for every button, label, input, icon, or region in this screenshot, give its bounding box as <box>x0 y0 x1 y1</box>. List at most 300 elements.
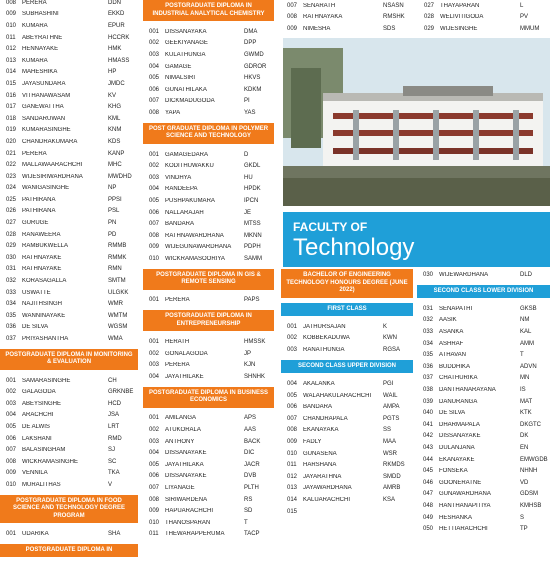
graduate-surname: GUNASENA <box>303 450 337 457</box>
graduate-number: 024 <box>6 185 17 192</box>
graduate-surname: LIYANAGE <box>165 485 195 492</box>
graduate-surname: LAKSHANI <box>22 435 52 442</box>
graduate-initials: HKVS <box>244 75 261 82</box>
graduate-row <box>0 101 138 113</box>
graduate-initials: SDS <box>383 25 396 32</box>
graduate-surname: DE SILVA <box>439 410 466 417</box>
graduate-surname: SENAPATHI <box>439 305 473 312</box>
faculty-name-label: Technology <box>293 234 415 261</box>
graduate-initials: KMHSB <box>520 502 542 509</box>
top-right-lists <box>281 0 550 35</box>
graduate-row <box>281 425 413 437</box>
graduate-number: 004 <box>287 381 298 388</box>
graduate-surname: GALAGODA <box>22 389 56 396</box>
graduate-initials: RS <box>244 496 253 503</box>
graduate-number: 027 <box>6 220 17 227</box>
graduate-number: 010 <box>149 255 160 262</box>
graduate-row <box>143 336 274 348</box>
graduate-row <box>143 184 274 196</box>
graduate-row <box>143 295 274 307</box>
graduate-number: 003 <box>149 438 160 445</box>
graduate-initials: PI <box>244 98 250 105</box>
graduate-surname: GURUGE <box>22 220 49 227</box>
graduate-initials: WAIL <box>383 392 398 399</box>
graduate-number: 043 <box>423 445 434 452</box>
graduate-surname: PERERA <box>165 362 190 369</box>
graduate-initials: GWMD <box>244 51 264 58</box>
graduate-surname: SUBHASHINI <box>22 11 59 18</box>
graduate-initials: HMSSK <box>244 339 266 346</box>
graduate-surname: WIJESIRIWARDHANA <box>22 173 83 180</box>
graduate-number: 005 <box>149 197 160 204</box>
column-3 <box>281 269 413 517</box>
graduate-initials: MN <box>520 375 530 382</box>
graduate-row <box>143 529 274 541</box>
graduate-number: 029 <box>6 243 17 250</box>
graduate-initials: GKDL <box>244 163 261 170</box>
graduate-number: 007 <box>287 415 298 422</box>
graduate-number: 032 <box>423 317 434 324</box>
graduate-surname: GONALAGODA <box>165 350 208 357</box>
graduate-row <box>143 459 274 471</box>
graduate-initials: DLD <box>520 271 533 278</box>
graduate-number: 050 <box>423 526 434 533</box>
graduate-row <box>0 410 138 422</box>
graduate-row <box>281 459 413 471</box>
graduate-initials: PLTH <box>244 485 259 492</box>
section-header-entrepreneurship: POSTGRADUATE DIPLOMA IN ENTREPRENEURSHIP <box>143 310 274 331</box>
graduate-list <box>143 295 274 307</box>
graduate-surname: AASIK <box>439 317 457 324</box>
graduate-surname: RATHNAWARDHANA <box>165 232 224 239</box>
graduate-initials: KDS <box>108 138 121 145</box>
graduate-number: 009 <box>6 470 17 477</box>
graduate-number: 015 <box>6 80 17 87</box>
graduate-surname: WELIVITIGODA <box>440 14 484 21</box>
graduate-surname: HENNAYAKE <box>22 46 59 53</box>
graduate-number: 006 <box>149 86 160 93</box>
graduate-number: 004 <box>149 186 160 193</box>
graduate-row <box>0 229 138 241</box>
graduate-list <box>418 0 550 35</box>
graduate-surname: THEWARAPPERUMA <box>165 531 225 538</box>
graduate-number: 009 <box>149 244 160 251</box>
graduate-number: 011 <box>149 531 159 538</box>
graduate-row <box>0 528 138 540</box>
graduate-surname: JAYASUNDARA <box>22 80 66 87</box>
graduate-initials: TP <box>520 526 528 533</box>
graduate-initials: AAS <box>244 427 257 434</box>
graduate-row <box>0 275 138 287</box>
graduate-surname: JAYARATHNA <box>303 473 342 480</box>
graduate-surname: RATHNAYAKA <box>303 14 343 21</box>
graduate-initials: T <box>244 519 248 526</box>
graduate-surname: DICKMADUGODA <box>165 98 215 105</box>
graduate-number: 040 <box>423 410 434 417</box>
graduate-number: 009 <box>287 439 298 446</box>
graduate-row <box>0 444 138 456</box>
graduate-surname: ARACHCHI <box>22 412 54 419</box>
graduate-initials: V <box>108 481 113 488</box>
graduate-initials: PGI <box>383 381 394 388</box>
graduate-number: 013 <box>6 57 17 64</box>
graduate-number: 004 <box>149 373 160 380</box>
graduate-row <box>418 0 550 12</box>
graduate-surname: HESHANKA <box>439 514 473 521</box>
building-illustration <box>283 38 550 206</box>
graduate-number: 007 <box>149 221 160 228</box>
graduate-initials: RGSA <box>383 346 401 353</box>
graduate-row <box>0 398 138 410</box>
graduate-surname: DISSANAYAKE <box>165 450 207 457</box>
graduate-row <box>417 315 550 327</box>
graduate-initials: MHC <box>108 162 122 169</box>
graduate-initials: KSA <box>383 497 396 504</box>
graduate-surname: KUMARA <box>22 57 48 64</box>
graduate-row <box>0 206 138 218</box>
graduate-row <box>281 471 413 483</box>
graduate-surname: EKANAYAKA <box>303 427 339 434</box>
graduate-initials: APS <box>244 415 257 422</box>
graduate-initials: WSR <box>383 450 397 457</box>
graduate-number: 003 <box>149 174 160 181</box>
graduate-initials: NP <box>108 185 117 192</box>
graduate-number: 007 <box>287 2 298 9</box>
graduate-row <box>0 322 138 334</box>
graduate-surname: KUMARA <box>22 22 48 29</box>
graduate-row <box>143 72 274 84</box>
graduate-number: 007 <box>149 98 160 105</box>
graduate-number: 033 <box>423 329 434 336</box>
section-header-business-economics: POSTGRADUATE DIPLOMA IN BUSINESS ECONOMICS <box>143 387 274 408</box>
graduate-row <box>0 78 138 90</box>
graduate-surname: NIMESHA <box>303 25 331 32</box>
graduate-surname: BANDARA <box>165 221 195 228</box>
graduate-number: 006 <box>149 473 160 480</box>
graduate-initials: DMA <box>244 28 258 35</box>
graduate-row <box>143 207 274 219</box>
column-4 <box>417 269 550 535</box>
graduate-number: 001 <box>149 297 160 304</box>
graduate-number: 003 <box>149 51 160 58</box>
graduate-number: 011 <box>287 462 297 469</box>
graduate-number: 034 <box>423 340 434 347</box>
section-header-monitoring: POSTGRADUATE DIPLOMA IN MONITORING & EVALUATION <box>0 349 138 370</box>
graduate-surname: ANTHONY <box>165 438 195 445</box>
graduate-row <box>143 230 274 242</box>
graduate-surname: DE ALWIS <box>22 423 50 430</box>
graduate-surname: GANEWATTHA <box>22 104 64 111</box>
graduate-row <box>417 384 550 396</box>
graduate-surname: VINDHYA <box>165 174 192 181</box>
graduate-initials: PSL <box>108 208 120 215</box>
graduate-initials: T <box>520 352 524 359</box>
graduate-surname: WICKRAMASINGHE <box>22 458 79 465</box>
graduate-number: 017 <box>6 104 17 111</box>
graduate-number: 039 <box>423 398 434 405</box>
graduate-number: 004 <box>149 63 160 70</box>
graduate-row <box>0 67 138 79</box>
graduate-surname: JAYATHILAKA <box>165 461 204 468</box>
column-1 <box>0 0 138 562</box>
graduate-initials: RMN <box>108 266 122 273</box>
graduate-number: 005 <box>6 423 17 430</box>
graduate-row <box>143 242 274 254</box>
graduate-initials: YAS <box>244 109 256 116</box>
graduate-surname: DANTHANARAYANA <box>439 387 496 394</box>
graduate-number: 010 <box>149 519 160 526</box>
graduate-number: 046 <box>423 479 434 486</box>
graduate-row <box>0 333 138 345</box>
graduate-row <box>143 447 274 459</box>
graduate-surname: HETTIARACHCHI <box>439 526 488 533</box>
graduate-initials: NSASN <box>383 2 404 9</box>
graduate-surname: MALLAWAARACHCHI <box>22 162 83 169</box>
graduate-surname: RAMBUKWELLA <box>22 243 69 250</box>
graduate-surname: RATHNAYAKE <box>22 254 62 261</box>
graduate-initials: IPCN <box>244 197 259 204</box>
graduate-number: 008 <box>6 458 17 465</box>
graduate-initials: GRKNBE <box>108 389 134 396</box>
graduate-number: 035 <box>6 312 17 319</box>
graduate-surname: BALASINGHAM <box>22 447 66 454</box>
graduate-surname: WIJEGUNAWARDHANA <box>165 244 232 251</box>
section-header-gis: POSTGRADUATE DIPLOMA IN GIS & REMOTE SENSING <box>143 269 274 290</box>
graduate-number: 014 <box>287 497 298 504</box>
graduate-initials: DVB <box>244 473 257 480</box>
graduate-initials: K <box>383 323 388 330</box>
graduate-initials: SJ <box>108 447 116 454</box>
graduate-initials: SAMM <box>244 255 262 262</box>
graduate-number: 013 <box>287 485 298 492</box>
graduate-initials: NHNH <box>520 468 538 475</box>
graduate-row <box>0 252 138 264</box>
graduate-row <box>417 349 550 361</box>
graduate-surname: EKANAYAKE <box>439 456 475 463</box>
graduate-row <box>143 471 274 483</box>
graduate-surname: GAMAGEDARA <box>165 151 209 158</box>
graduate-surname: DHARMAPALA <box>439 421 480 428</box>
graduate-surname: HAPUARACHCHI <box>165 508 214 515</box>
graduate-number: 047 <box>423 491 434 498</box>
faculty-banner <box>283 212 550 267</box>
graduate-surname: SAMARASINGHE <box>22 377 71 384</box>
graduate-number: 003 <box>149 362 160 369</box>
graduate-initials: KANP <box>108 150 125 157</box>
graduate-number: 045 <box>423 468 434 475</box>
graduate-initials: AMPA <box>383 404 400 411</box>
graduate-surname: JATHURSAJAN <box>303 323 346 330</box>
graduate-initials: PDPH <box>244 244 261 251</box>
graduate-number: 008 <box>287 14 298 21</box>
graduate-row <box>143 26 274 38</box>
graduate-number: 028 <box>6 231 17 238</box>
graduate-initials: ADVN <box>520 363 537 370</box>
section-header-polymer: POST GRADUATE DIPLOMA IN POLYMER SCIENCE AND TECHNOLOGY <box>143 123 274 144</box>
graduate-initials: JP <box>244 350 252 357</box>
graduate-initials: HP <box>108 69 117 76</box>
graduate-number: 002 <box>287 335 298 342</box>
graduate-number: 020 <box>6 138 17 145</box>
graduate-number: 009 <box>149 508 160 515</box>
graduate-surname: THAYAPARAN <box>440 2 480 9</box>
graduate-surname: JAYATHILAKE <box>165 373 204 380</box>
graduate-initials: DK <box>520 433 529 440</box>
graduate-row <box>0 0 138 9</box>
graduate-row <box>0 386 138 398</box>
graduate-initials: PN <box>108 220 117 227</box>
graduate-surname: RANAWEERA <box>22 231 61 238</box>
graduate-number: 001 <box>6 531 17 538</box>
graduate-row <box>0 217 138 229</box>
graduate-row <box>417 419 550 431</box>
graduate-number: 014 <box>6 69 17 76</box>
graduate-row <box>417 303 550 315</box>
graduate-surname: PATHIRANA <box>22 196 56 203</box>
graduate-row <box>143 172 274 184</box>
graduate-number: 019 <box>6 127 17 134</box>
graduate-row <box>281 448 413 460</box>
graduate-list <box>0 375 138 491</box>
section-header-second-lower: SECOND CLASS LOWER DIVISION <box>417 285 550 299</box>
graduate-initials: DPP <box>244 40 257 47</box>
graduate-initials: KNM <box>108 127 122 134</box>
graduate-surname: DULANJANA <box>439 445 475 452</box>
graduate-row <box>143 49 274 61</box>
graduate-row <box>143 218 274 230</box>
graduate-surname: ABEYRATHNE <box>22 34 63 41</box>
graduate-row <box>143 424 274 436</box>
graduate-surname: HARSHANA <box>303 462 337 469</box>
graduate-initials: GDSM <box>520 491 538 498</box>
graduate-row <box>0 375 138 387</box>
graduate-row <box>0 310 138 322</box>
graduate-surname: KOBBEKADUWA <box>303 335 350 342</box>
graduate-surname: FONSEKA <box>439 468 468 475</box>
graduate-row <box>281 390 413 402</box>
graduate-initials: RMSHK <box>383 14 405 21</box>
graduate-surname: PERERA <box>22 0 47 6</box>
graduate-surname: CHANDRAPALA <box>303 415 348 422</box>
graduate-row <box>0 32 138 44</box>
graduate-number: 025 <box>6 196 17 203</box>
graduate-number: 010 <box>287 450 298 457</box>
graduate-number: 029 <box>424 25 435 32</box>
graduate-row <box>143 348 274 360</box>
graduate-initials: SHA <box>108 531 121 538</box>
graduate-row <box>417 326 550 338</box>
graduate-surname: THANOSPARAN <box>165 519 211 526</box>
graduate-list <box>143 26 274 119</box>
graduate-surname: USWATTE <box>22 289 51 296</box>
graduate-initials: MTSS <box>244 221 261 228</box>
graduate-initials: RKMDS <box>383 462 405 469</box>
graduate-number: 033 <box>6 289 17 296</box>
graduate-number: 009 <box>287 25 298 32</box>
graduate-initials: KHG <box>108 104 122 111</box>
section-header-first-class: FIRST CLASS <box>281 303 413 317</box>
graduate-initials: PGTS <box>383 415 400 422</box>
graduate-number: 035 <box>423 352 434 359</box>
graduate-surname: RANDEEPA <box>165 186 198 193</box>
graduate-surname: YAPA <box>165 109 181 116</box>
graduate-row <box>417 361 550 373</box>
graduate-initials: KV <box>108 92 117 99</box>
graduate-number: 002 <box>6 389 17 396</box>
graduate-row <box>0 468 138 480</box>
graduate-surname: GAMAGE <box>165 63 192 70</box>
graduate-row <box>418 23 550 35</box>
graduate-initials: MAT <box>520 398 533 405</box>
graduate-initials: GKSB <box>520 305 537 312</box>
graduate-number: 022 <box>6 162 17 169</box>
graduate-initials: KAL <box>520 329 532 336</box>
graduate-row <box>417 373 550 385</box>
graduate-list <box>281 378 413 517</box>
graduate-initials: EKKD <box>108 11 125 18</box>
graduate-number: 001 <box>287 323 298 330</box>
graduate-surname: DISSANAYAKA <box>165 28 207 35</box>
graduate-row <box>417 396 550 408</box>
graduate-initials: S <box>520 514 525 521</box>
graduate-initials: JSA <box>108 412 120 419</box>
graduate-surname: JAYAWARDHANA <box>303 485 352 492</box>
graduate-surname: GUNATHILAKA <box>165 86 207 93</box>
graduate-row <box>0 20 138 32</box>
graduate-surname: GEEKIYANAGE <box>165 40 208 47</box>
graduate-row <box>417 431 550 443</box>
graduate-row <box>281 436 413 448</box>
graduate-row <box>0 55 138 67</box>
graduate-initials: CH <box>108 377 117 384</box>
graduate-number: 012 <box>287 473 298 480</box>
graduate-list <box>0 528 138 540</box>
graduate-row <box>0 433 138 445</box>
graduate-row <box>417 454 550 466</box>
graduate-surname: DE SILVA <box>22 324 49 331</box>
graduate-surname: GOONERATNE <box>439 479 482 486</box>
graduate-initials: VD <box>520 479 529 486</box>
graduate-row <box>0 194 138 206</box>
graduate-number: 018 <box>6 115 17 122</box>
graduate-row <box>0 456 138 468</box>
graduate-row <box>281 413 413 425</box>
graduate-row <box>0 148 138 160</box>
graduate-number: 007 <box>149 485 160 492</box>
graduate-surname: SENARATH <box>303 2 336 9</box>
graduate-number: 005 <box>149 461 160 468</box>
graduate-row <box>143 107 274 119</box>
graduate-surname: VENNILA <box>22 470 48 477</box>
graduate-surname: ASANKA <box>439 329 464 336</box>
graduate-number: 026 <box>6 208 17 215</box>
faculty-of-label: FACULTY OF <box>293 220 368 234</box>
graduate-row <box>417 338 550 350</box>
graduate-surname: DISSANAYAKE <box>165 473 207 480</box>
graduate-row <box>0 43 138 55</box>
graduate-surname: MAHESHIKA <box>22 69 58 76</box>
graduate-number: 030 <box>423 271 434 278</box>
graduate-initials: DKGTC <box>520 421 541 428</box>
graduate-row <box>417 477 550 489</box>
graduate-list <box>0 0 138 345</box>
graduate-list <box>281 321 413 356</box>
graduate-row <box>281 0 413 12</box>
graduate-initials: HU <box>244 174 253 181</box>
graduate-initials: SMDD <box>383 473 401 480</box>
graduate-number: 003 <box>287 346 298 353</box>
graduate-number: 041 <box>423 421 434 428</box>
